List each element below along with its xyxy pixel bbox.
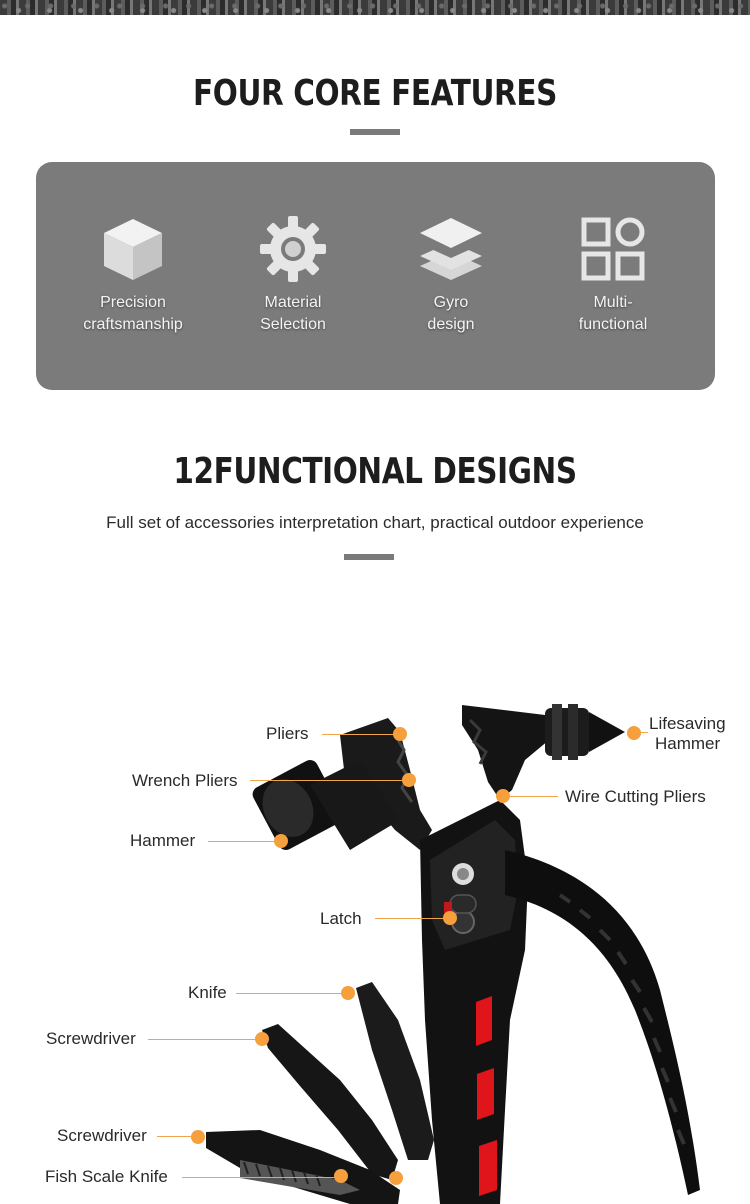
callout-dot (627, 726, 641, 740)
feature-label: Material Selection (260, 294, 326, 333)
cube-icon (98, 214, 168, 284)
section-subtitle: Full set of accessories interpretation chart, practical outdoor experience (106, 513, 644, 532)
callout-dot (389, 1171, 403, 1185)
callout-dot (393, 727, 407, 741)
callout-line (322, 734, 398, 735)
feature-precision (58, 214, 208, 336)
callout-hammer: Hammer (130, 831, 196, 850)
layers-icon (416, 214, 486, 284)
callout-line (375, 918, 450, 919)
gravel-texture-strip (0, 0, 750, 15)
tool-diagram (0, 690, 750, 1204)
callout-line (236, 993, 346, 994)
callout-dot (255, 1032, 269, 1046)
callout-fish-scale-knife: Fish Scale Knife (45, 1167, 168, 1186)
callout-knife: Knife (188, 983, 227, 1002)
callout-dot (443, 911, 457, 925)
title-underline (350, 129, 400, 135)
callout-dot (341, 986, 355, 1000)
callout-dot (191, 1130, 205, 1144)
callout-line (640, 732, 648, 733)
callout-line (250, 780, 407, 781)
callout-screwdriver-1: Screwdriver (46, 1029, 136, 1048)
section-title-core-features: FOUR CORE FEATURES (193, 73, 557, 114)
feature-material (218, 214, 368, 336)
callout-dot (334, 1169, 348, 1183)
feature-gyro (376, 214, 526, 336)
callout-dot (402, 773, 416, 787)
title-underline (344, 554, 394, 560)
callout-pliers: Pliers (266, 724, 309, 743)
feature-label: Multi- functional (578, 294, 648, 333)
callout-wire-cutting-pliers: Wire Cutting Pliers (565, 787, 706, 806)
grid-icon (578, 214, 648, 284)
callout-line (508, 796, 558, 797)
callout-dot (274, 834, 288, 848)
callout-line (208, 841, 280, 842)
callout-line (148, 1039, 260, 1040)
feature-label: Precision craftsmanship (83, 294, 183, 333)
feature-label: Gyro design (427, 294, 475, 333)
callout-dot (496, 789, 510, 803)
callout-wrench-pliers: Wrench Pliers (132, 771, 238, 790)
callout-lifesaving-hammer-line2: Hammer (655, 734, 721, 753)
callout-screwdriver-2: Screwdriver (57, 1126, 147, 1145)
callout-line (182, 1177, 339, 1178)
feature-multi (538, 214, 688, 336)
section-title-functional-designs: 12FUNCTIONAL DESIGNS (173, 451, 577, 492)
features-panel (36, 162, 715, 390)
callout-lifesaving-hammer-line1: Lifesaving (649, 714, 726, 733)
callout-latch: Latch (320, 909, 362, 928)
gear-icon (258, 214, 328, 284)
